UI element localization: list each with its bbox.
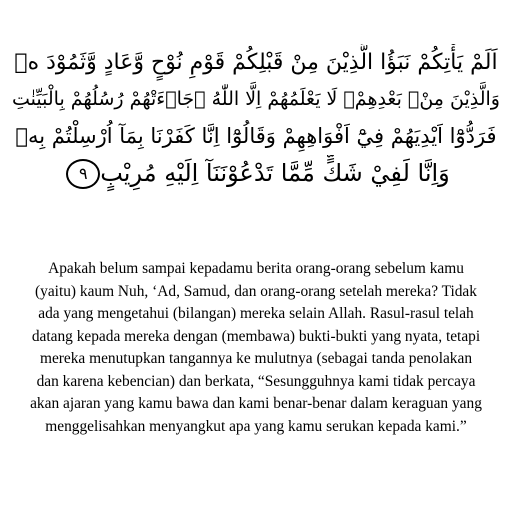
- translation-line: (yaitu) kaum Nuh, ‘Ad, Samud, dan orang-orang setelah mereka? Tidak: [35, 282, 477, 300]
- translation-line: dan karena kebencian) dan berkata, “Sesungguhnya kami tidak percaya: [36, 372, 476, 390]
- translation-line: akan ajaran yang kamu bawa dan kami benar-benar dalam keraguan yang: [30, 395, 482, 412]
- translation-line: menggelisahkan menyangkut apa yang kamu serukan kepada kami.”: [45, 417, 467, 435]
- arabic-line-text: وَاِنَّا لَفِيْ شَكٍّ مِّمَّا تَدْعُوْنَنَآ اِلَيْهِ مُرِيْبٍ: [100, 159, 450, 187]
- translation-line: datang kepada mereka dengan (membawa) bukti-bukti yang nyata, tetapi: [31, 327, 481, 345]
- arabic-line: وَالَّذِيْنَ مِنْۢ بَعْدِهِمْۗ لَا يَعْلَمُهُمْ اِلَّا اللّٰهُ ۗجَاۤءَتْهُمْ رُسُلُهُمْ بِالْبَيِّنٰتِ: [12, 88, 500, 110]
- arabic-verse-text: [10, 44, 502, 192]
- translation-line: Apakah belum sampai kepadamu berita orang-orang sebelum kamu: [48, 260, 464, 277]
- arabic-line: فَرَدُّوْٓا اَيْدِيَهُمْ فِيْٓ اَفْوَاهِهِمْ وَقَالُوْٓا اِنَّا كَفَرْنَا بِمَآ اُرْسِلْتُمْ بِهٖ: [15, 124, 497, 148]
- translation-text: [8, 258, 504, 438]
- translation-line: mereka menutupkan tangannya ke mulutnya (sebagai tanda penolakan: [39, 350, 473, 367]
- arabic-line: اَلَمْ يَأْتِكُمْ نَبَؤُا الَّذِيْنَ مِنْ قَبْلِكُمْ قَوْمِ نُوْحٍ وَّعَادٍ وَّثَمُوْدَ ەۗ: [14, 50, 498, 75]
- translation-line: ada yang mengetahui (bilangan) mereka selain Allah. Rasul-rasul telah: [38, 305, 474, 322]
- arabic-line-last: [10, 155, 502, 192]
- ayah-number-marker: ٩: [66, 159, 100, 189]
